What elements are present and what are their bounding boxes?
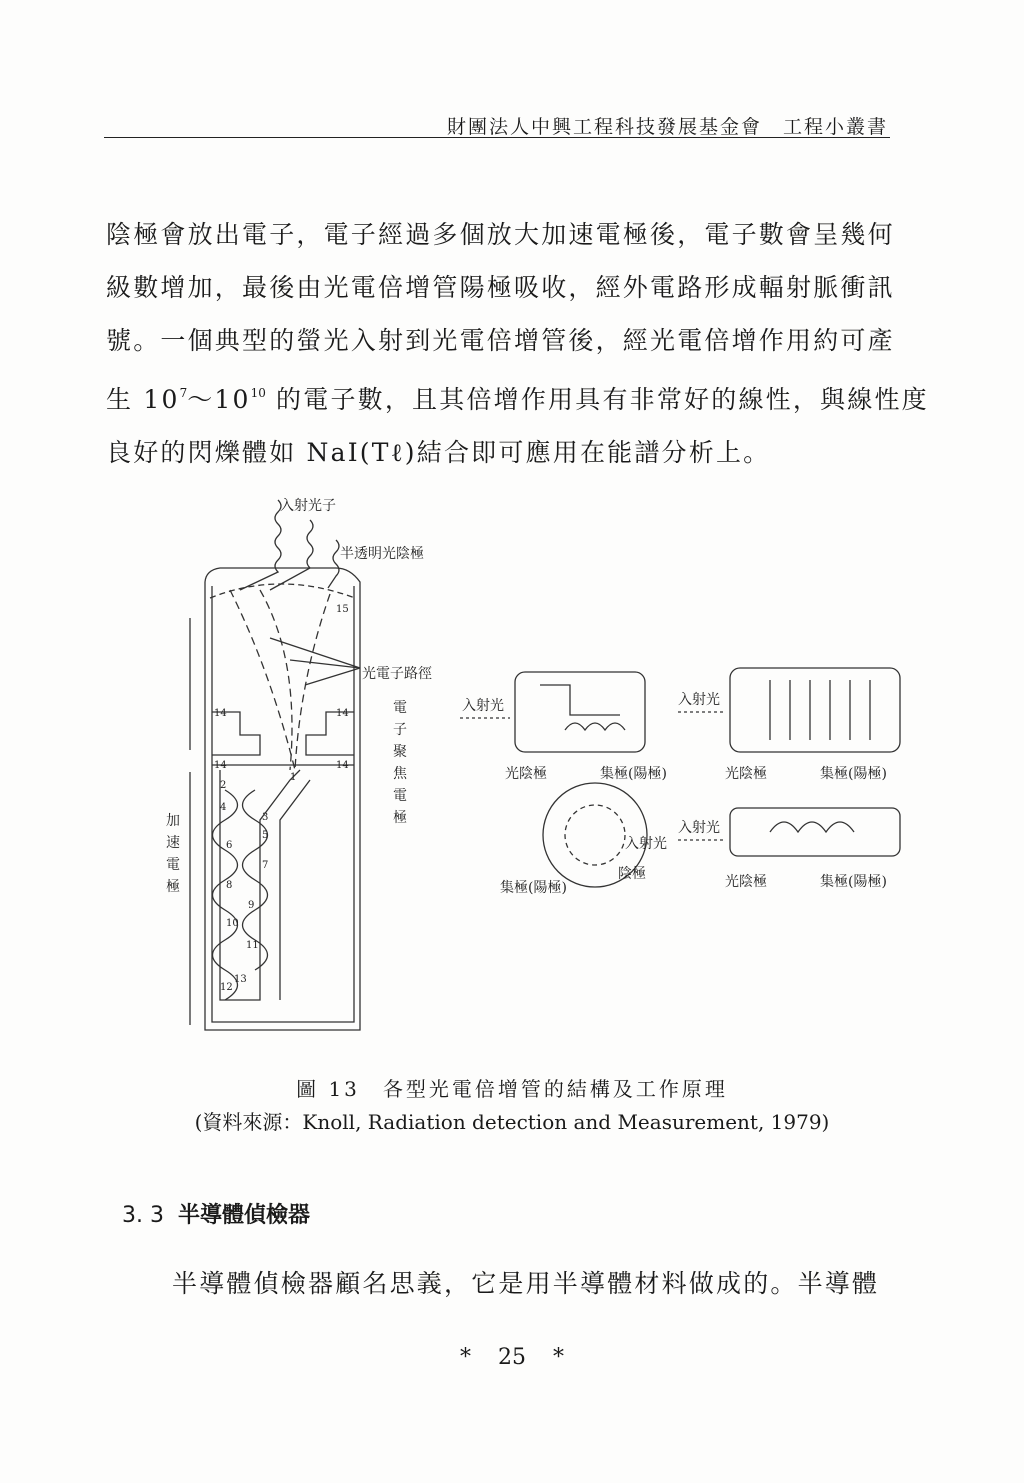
dynode-number: 3 [262, 812, 269, 823]
line4-post: 的電子數，且其倍增作用具有非常好的線性，與線性度 [265, 385, 929, 414]
dynode-number: 7 [262, 860, 269, 871]
paragraph-line: 良好的閃爍體如 NaI(Tℓ)結合即可應用在能譜分析上。 [106, 438, 771, 467]
label-focus-char: 電 [393, 788, 407, 804]
pointer-line [305, 668, 360, 685]
dynode-chain [213, 790, 238, 1000]
label-photoelectron-path: 光電子路徑 [362, 666, 432, 682]
incident-photon-wave [270, 520, 313, 590]
label-semi-transparent-cathode: 半透明光陰極 [340, 546, 424, 562]
dynode-number: 11 [246, 940, 259, 951]
figure-caption-source: (資料來源：Knoll, Radiation detection and Measurement, 1979) [194, 1110, 830, 1134]
label-cathode: 陰極 [618, 866, 646, 882]
paragraph-line [106, 367, 929, 426]
line4-mid: ～10 [187, 385, 251, 414]
paragraph-line: 號。一個典型的螢光入射到光電倍增管後，經光電倍增作用約可產 [106, 326, 895, 355]
dynode-number: 4 [220, 802, 227, 813]
dynode-number: 6 [226, 840, 233, 851]
dynode-channel [220, 770, 310, 1000]
label-accel-char: 加 [166, 813, 180, 829]
dynode-number: 5 [262, 830, 269, 841]
body-paragraph-2: 半導體偵檢器顧名思義，它是用半導體材料做成的。半導體 [172, 1269, 880, 1298]
label-accel-char: 電 [166, 857, 180, 873]
pmt-diagram [150, 490, 910, 1050]
photoelectron-path [260, 590, 292, 770]
label-focus-char: 焦 [393, 766, 407, 782]
label-14: 14 [214, 708, 227, 719]
label-incident-light: 入射光 [625, 836, 667, 852]
label-incident-photon: 入射光子 [280, 498, 336, 514]
section-heading [122, 1198, 310, 1229]
dynode-number: 1 [290, 772, 297, 783]
label-incident-light: 入射光 [462, 698, 504, 714]
dynode-number: 12 [220, 982, 233, 993]
page-header: 財團法人中興工程科技發展基金會 工程小叢書 [446, 116, 888, 138]
header-rule [104, 137, 890, 138]
label-14: 14 [214, 760, 227, 771]
label-focus-char: 子 [393, 722, 407, 738]
label-photocathode: 光陰極 [725, 766, 767, 782]
side-on-dynodes [540, 685, 620, 715]
label-incident-light: 入射光 [678, 820, 720, 836]
dynode-number: 13 [234, 974, 247, 985]
pmt-figure [150, 490, 910, 1050]
label-collector-anode: 集極(陽極) [820, 766, 887, 782]
label-photocathode: 光陰極 [725, 874, 767, 890]
linear-dynodes [770, 822, 854, 832]
label-collector-anode: 集極(陽極) [820, 874, 887, 890]
label-accel-char: 極 [166, 879, 180, 895]
body-paragraph-1 [106, 208, 929, 479]
photoelectron-path [295, 594, 330, 770]
incident-photon-wave [240, 500, 281, 590]
side-on-dynodes [565, 723, 625, 730]
label-photocathode: 光陰極 [505, 766, 547, 782]
side-on-tube [515, 672, 645, 752]
label-focus-char: 極 [393, 810, 407, 826]
section-number: 3. 3 [122, 1203, 164, 1228]
figure-caption-title: 圖 13 各型光電倍增管的結構及工作原理 [296, 1077, 728, 1101]
exponent-7: 7 [179, 386, 188, 400]
label-14: 14 [336, 760, 349, 771]
line4-prefix: 生 10 [106, 385, 180, 414]
paragraph-line: 陰極會放出電子，電子經過多個放大加速電極後，電子數會呈幾何 [106, 220, 895, 249]
circular-dynodes [565, 805, 625, 865]
dynode-number: 10 [226, 918, 239, 929]
label-focus-char: 聚 [393, 744, 407, 760]
paragraph-line: 級數增加，最後由光電倍增管陽極吸收，經外電路形成輻射脈衝訊 [106, 273, 895, 302]
label-collector-anode: 集極(陽極) [600, 766, 667, 782]
photoelectron-path [230, 590, 295, 770]
dynode-number: 2 [220, 780, 227, 791]
section-title: 半導體偵檢器 [177, 1203, 310, 1228]
label-15: 15 [336, 604, 349, 615]
tube-outline [205, 568, 360, 1030]
label-focus-char: 電 [393, 700, 407, 716]
label-accel-char: 速 [166, 835, 180, 851]
dynode-number: 9 [248, 900, 255, 911]
incident-photon-wave [328, 540, 339, 588]
dynode-number: 8 [226, 880, 233, 891]
label-14: 14 [336, 708, 349, 719]
photocathode-curve [210, 584, 355, 598]
page-number: * 25 * [460, 1345, 564, 1370]
tube-inner-wall [212, 586, 354, 1022]
label-incident-light: 入射光 [678, 692, 720, 708]
exponent-10: 10 [250, 386, 266, 400]
linear-focus-tube [730, 808, 900, 856]
label-collector-anode: 集極(陽極) [500, 880, 567, 896]
end-on-tube [730, 668, 900, 752]
venetian-dynodes [770, 680, 870, 740]
